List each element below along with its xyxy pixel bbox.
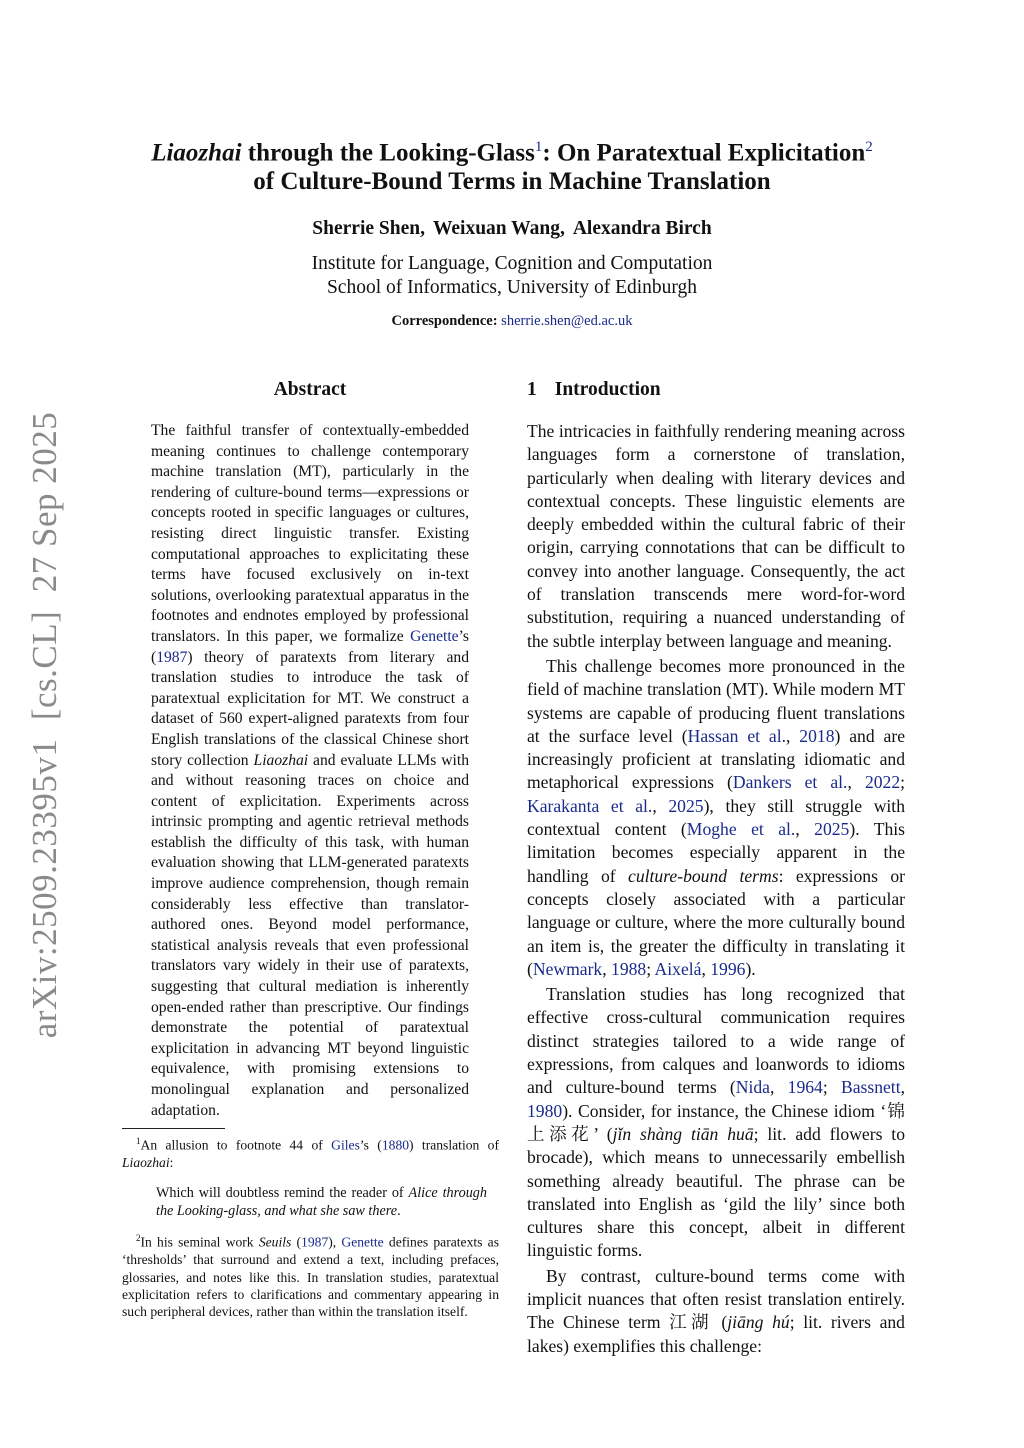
- text-run: ), they still struggle with contextual content (: [527, 795, 905, 840]
- paragraph: [527, 420, 905, 653]
- text-run: ,: [769, 1077, 788, 1098]
- title-italic: Liaozhai: [151, 139, 242, 167]
- citation-link[interactable]: 1880: [381, 1137, 410, 1153]
- arxiv-identifier: arXiv:2509.23395v1 [cs.CL] 27 Sep 2025: [25, 411, 64, 1039]
- text-run: :: [169, 1154, 174, 1170]
- text-run: ;: [822, 1077, 841, 1098]
- text-run: .: [397, 1202, 401, 1219]
- footnote-ref-2[interactable]: 2: [865, 139, 873, 155]
- paper-title: [100, 133, 924, 196]
- text-run: An allusion to footnote 44 of: [140, 1137, 332, 1153]
- citation-link[interactable]: Genette: [341, 1234, 384, 1250]
- footnote-number: 2: [136, 1233, 141, 1244]
- italic-text: Liaozhai: [122, 1154, 170, 1170]
- footnote-divider: [122, 1128, 225, 1129]
- text-run: ’s (: [151, 627, 469, 666]
- footnote-number: 1: [136, 1136, 141, 1146]
- footnotes: [122, 1133, 499, 1321]
- text-run: The faithful transfer of contextually-embedded meaning continues to challenge contemporary machine translation (MT), particularly in the rendering of culture-bound terms—expressions or concepts rooted in specific languages or cultures, resisting direct linguistic transfer. Existing computational approaches to explicitating these terms have focused exclusively on in-text solutions, overlooking paratextual apparatus in the footnotes and endnotes employed by professional translators. In this paper, we formalize: [151, 422, 469, 645]
- citation-link[interactable]: 1964: [787, 1077, 823, 1098]
- citation-link[interactable]: Moghe et al.: [686, 819, 796, 840]
- text-run: In his seminal work: [140, 1234, 259, 1250]
- citation-link[interactable]: Aixelá: [654, 958, 702, 979]
- citation-link[interactable]: 2022: [864, 772, 901, 793]
- affiliation: [0, 252, 1024, 300]
- paragraph: [527, 983, 905, 1263]
- text-run: ) translation of: [409, 1137, 500, 1153]
- section-number: 1: [527, 379, 537, 400]
- text-run: Translation studies has long recognized that effective cross-cultural communication requires distinct strategies tailored to a wide range of expressions, from calques and loanwords to idioms and culture-bound terms (: [527, 984, 905, 1098]
- citation-link[interactable]: 1988: [611, 958, 647, 979]
- section-heading: [527, 379, 661, 401]
- author: Sherrie Shen,: [312, 218, 425, 239]
- introduction-body: [527, 420, 905, 1360]
- text-run: ),: [328, 1234, 342, 1250]
- text-run: ;: [900, 772, 906, 793]
- footnote-1: [122, 1133, 499, 1171]
- italic-text: Alice through the Looking-glass, and what she saw there: [156, 1185, 487, 1219]
- citation-link[interactable]: 1987: [301, 1234, 329, 1250]
- citation-link[interactable]: 1980: [527, 1100, 563, 1121]
- footnote-2: [122, 1230, 499, 1321]
- paragraph: [527, 655, 905, 981]
- text-run: ). This limitation becomes especially apparent in the handling of: [527, 819, 905, 886]
- author: Alexandra Birch: [572, 218, 712, 239]
- title-part-1: through the Looking-Glass: [241, 139, 535, 167]
- citation-link[interactable]: Hassan et al.: [687, 725, 786, 746]
- text-run: and evaluate LLMs with and without reasoning traces on choice and content of explicitation. Experiments across intrinsic prompting and agentic retrieval methods establish the difficulty of this task, with human evaluation showing that LLM-generated paratexts improve audience comprehension, though remain considerably less effective than translator-authored ones. Beyond model performance, statistical analysis reveals that even professional translators vary widely in their use of paratexts, suggesting that cultural mediation is inherently open-ended rather than prescriptive. Our findings demonstrate the potential of paratextual explicitation in advancing MT beyond linguistic equivalence, with promising extensions to monolingual explanation and personalized adaptation.: [151, 751, 469, 1119]
- email-link[interactable]: sherrie.shen@ed.ac.uk: [501, 313, 633, 329]
- italic-text: jǐn shàng tiān huā: [612, 1123, 754, 1144]
- footnote-text: [122, 1138, 499, 1170]
- italic-text: jiāng hú: [727, 1312, 790, 1333]
- citation-link[interactable]: Dankers et al.: [732, 772, 848, 793]
- citation-link[interactable]: Karakanta et al.: [527, 795, 653, 816]
- title-line-1: [100, 133, 924, 167]
- text-run: ,: [795, 819, 815, 840]
- abstract-heading: Abstract: [273, 379, 347, 400]
- italic-text: Seuils: [258, 1234, 292, 1250]
- text-run: ,: [786, 725, 800, 746]
- text-run: ). Consider, for instance, the Chinese idiom ‘锦上添花’ (: [527, 1100, 905, 1144]
- text-run: ,: [900, 1077, 905, 1098]
- italic-text: Liaozhai: [253, 751, 309, 769]
- text-run: Which will doubtless remind the reader of: [156, 1185, 409, 1202]
- text-run: ; lit. rivers and lakes) exemplifies this challenge:: [527, 1312, 905, 1356]
- italic-text: culture-bound terms: [628, 865, 779, 886]
- citation-link[interactable]: Newmark: [532, 958, 603, 979]
- correspondence: [0, 313, 1024, 330]
- text-run: The intricacies in faithfully rendering meaning across languages form a cornerstone of translation, particularly when dealing with literary devices and contextual concepts. These linguistic elements are deeply embedded within the cultural fabric of their origin, carrying connotations that can be difficult to convey into another language. Consequently, the act of translation transcends mere word-for-word substitution, requiring a nuanced understanding of the subtle interplay between language and meaning.: [527, 421, 905, 651]
- text-run: This challenge becomes more pronounced in the field of machine translation (MT). While modern MT systems are capable of producing fluent translations at the surface level (: [527, 655, 905, 746]
- citation-link[interactable]: Nida: [735, 1077, 770, 1098]
- text-run: ,: [602, 958, 612, 979]
- footnote-text: [122, 1235, 499, 1320]
- correspondence-label: Correspondence:: [391, 313, 498, 329]
- abstract-body: [151, 421, 469, 1121]
- citation-link[interactable]: Bassnett: [840, 1077, 901, 1098]
- paragraph: [527, 1265, 905, 1358]
- text-run: ) and are increasingly proficient at translating idiomatic and metaphorical expressions (: [527, 725, 906, 793]
- text-run: ;: [646, 958, 655, 979]
- citation-link[interactable]: 2025: [668, 795, 704, 816]
- text-run: ’s (: [359, 1137, 382, 1153]
- author: Weixuan Wang,: [432, 218, 565, 239]
- citation-link[interactable]: Giles: [331, 1137, 360, 1153]
- text-run: ).: [745, 958, 756, 979]
- text-run: : expressions or concepts closely associated with a particular language or culture, where the more culturally bound an item is, the greater the difficulty in translating it (: [527, 865, 905, 979]
- footnote-quote: [156, 1185, 487, 1220]
- citation-link[interactable]: Genette: [410, 627, 459, 645]
- author-list: [0, 218, 1024, 240]
- text-run: ,: [847, 772, 865, 793]
- footnote-ref-1[interactable]: 1: [534, 139, 543, 155]
- text-run: (: [291, 1234, 302, 1250]
- citation-link[interactable]: 1987: [156, 648, 188, 666]
- affiliation-line: Institute for Language, Cognition and Computation: [311, 253, 713, 274]
- text-run: ,: [701, 958, 711, 979]
- citation-link[interactable]: 2025: [814, 819, 850, 840]
- section-title: Introduction: [554, 379, 661, 400]
- text-run: defines paratexts as ‘thresholds’ that surround and extend a text, including prefaces, glossaries, and notes like this. In translation studies, paratextual explicitation refers to clarifications and commentary appearing in such peripheral devices, rather than within the translation itself.: [122, 1234, 499, 1320]
- title-part-2: : On Paratextual Explicitation: [542, 139, 866, 167]
- text-run: ; lit. add flowers to brocade), which means to unnecessarily embellish something already beautiful. The phrase can be translated into English as ‘gild the lily’ since both cultures share this concept, albeit in different linguistic forms.: [527, 1123, 905, 1261]
- citation-link[interactable]: 1996: [710, 958, 746, 979]
- text-run: By contrast, culture-bound terms come with implicit nuances that often resist translation entirely. The Chinese term 江湖 (: [527, 1265, 905, 1333]
- title-line-2: of Culture-Bound Terms in Machine Translation: [253, 168, 771, 196]
- affiliation-line: School of Informatics, University of Edinburgh: [326, 277, 698, 298]
- citation-link[interactable]: 2018: [799, 725, 835, 746]
- text-run: ) theory of paratexts from literary and translation studies to introduce the task of paratextual explicitation for MT. We construct a dataset of 560 expert-aligned paratexts from four English translations of the classical Chinese short story collection: [151, 648, 469, 769]
- text-run: ,: [652, 795, 669, 816]
